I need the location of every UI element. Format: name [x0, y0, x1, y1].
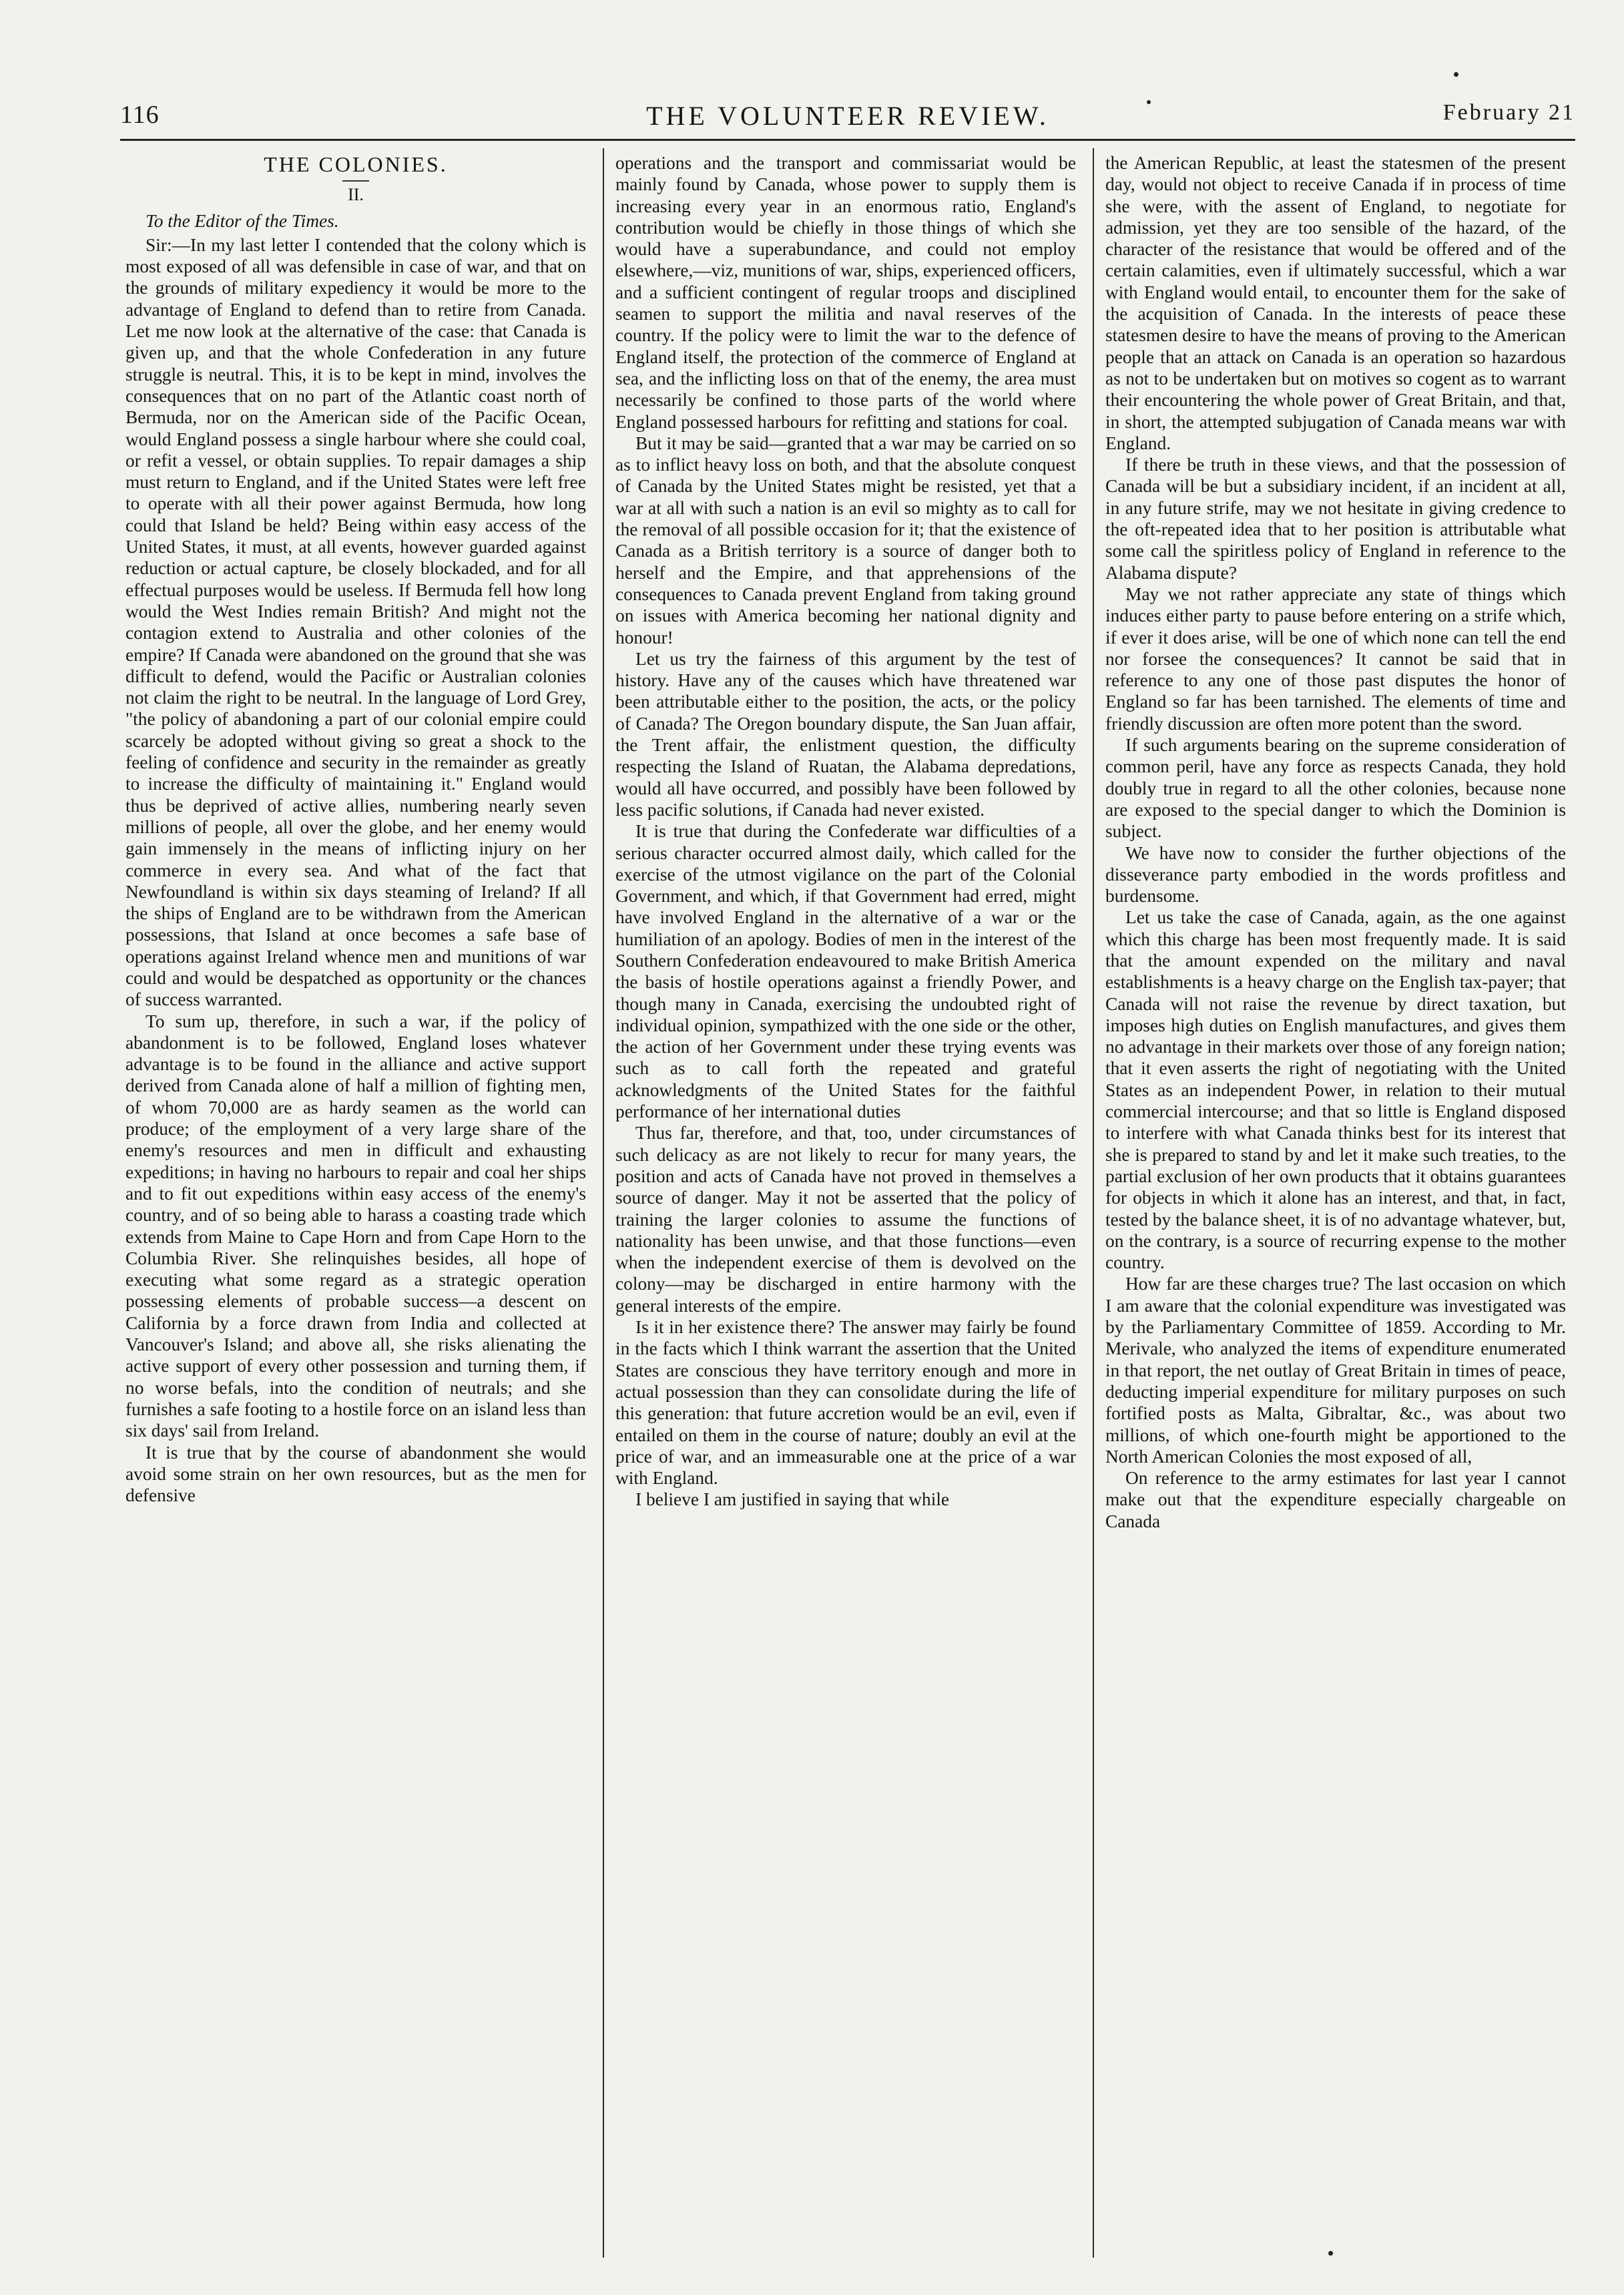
article-part-number: II.	[348, 185, 364, 205]
paragraph: I believe I am justified in saying that while	[635, 1489, 950, 1510]
paragraph: On reference to the army estimates for last year I cannot make out that the expenditure especially chargeable on Canada	[1105, 1468, 1566, 1531]
paragraph: It is true that by the course of abandonment she would avoid some strain on her own resources, but as the men for defensive	[125, 1442, 586, 1506]
paragraph: If there be truth in these views, and that the possession of Canada will be but a subsidiary incident, if an incident at all, in any future strife, may we not hesitate in giving credence to the oft-repeated idea that to her position is attributable what some call the spiritless policy of England in reference to the Alabama dispute?	[1105, 455, 1566, 583]
paragraph: How far are these charges true? The last occasion on which I am aware that the colonial expenditure was investigated was by the Parliamentary Committee of 1859. According to Mr. Merivale, who analyzed the items of expenditure enumerated in that report, the net outlay of Great Britain in times of peace, deducting imperial expenditure for military purposes on such fortified posts as Malta, Gibraltar, &c., was about two millions, of which one-fourth might be apportioned to the North American Colonies the most exposed of all,	[1105, 1274, 1566, 1467]
title-divider	[342, 180, 369, 182]
print-speck	[1147, 100, 1151, 104]
paragraph: To sum up, therefore, in such a war, if the policy of abandonment is to be followed, England loses whatever advantage is to be found in the alliance and active support derived from Canada alone of half a million of fighting men, of whom 70,000 are as hardy seamen as the world can produce; of the employment of a very large share of the enemy's resources and men in difficult and exhausting expeditions; in having no harbours to repair and coal her ships and to fit out expeditions within easy access of the enemy's country, and of so being able to harass a coasting trade which extends from Maine to Cape Horn and from Cape Horn to the Columbia River. She relinquishes besides, all hope of executing what some regard as a strategic operation possessing elements of probable success—a descent on California by a force drawn from India and collected at Vancouver's Island; and above all, she risks alienating the active support of every other possession and turning them, if no worse befals, into the condition of neutrals; and she furnishes a safe footing to a hostile force on an island less than six days' sail from Ireland.	[125, 1011, 586, 1441]
issue-date: February 21	[1442, 100, 1575, 125]
paragraph: operations and the transport and commissariat would be mainly found by Canada, whose power to supply them is increasing every year in an enormous ratio, England's contribution would be chiefly in those things of which she would have a superabundance, and could not employ elsewhere,—viz, munitions of war, ships, experienced officers, and a sufficient contingent of regular troops and disciplined seamen to support the militia and naval reserves of the country. If the policy were to limit the war to the defence of England itself, the protection of the commerce of England at sea, and the inflicting loss on that of the enemy, the area must necessarily be confined to those parts of the world where England possessed harbours for refitting and stations for coal.	[615, 153, 1076, 432]
header-rule	[120, 139, 1575, 141]
paragraph: Let us try the fairness of this argument by the test of history. Have any of the causes which have threatened war been attributable either to the position, the acts, or the policy of Canada? The Oregon boundary dispute, the San Juan affair, the Trent affair, the enlistment question, the difficulty respecting the Island of Ruatan, the Alabama depredations, would all have occurred, and possibly have been followed by less pacific solutions, if Canada had never existed.	[615, 648, 1076, 820]
print-speck	[1328, 2251, 1333, 2256]
article-title: THE COLONIES.	[264, 152, 448, 176]
column-divider	[603, 148, 604, 2258]
page-number: 116	[120, 101, 160, 129]
text-column-2	[615, 152, 1076, 2255]
column-divider	[1093, 148, 1094, 2258]
print-speck	[1454, 72, 1458, 77]
paragraph: Sir:—In my last letter I contended that the colony which is most exposed of all was defensible in case of war, and that on the grounds of military expediency it would be more to the advantage of England to defend than to retire from Canada. Let me now look at the alternative of the case: that Canada is given up, and that the whole Confederation in any future struggle is neutral. This, it is to be kept in mind, involves the consequences that on no part of the Atlantic coast north of Bermuda, nor on the American side of the Pacific Ocean, would England possess a single harbour where she could coal, or refit a vessel, or obtain supplies. To repair damages a ship must return to England, and if the United States were left free to operate with all their power against Bermuda, how long could that Island be held? Being within easy access of the United States, it must, at all events, however guarded against reduction or actual capture, be closely blockaded, and for all effectual purposes would be useless. If Bermuda fell how long would the West Indies remain British? And might not the contagion extend to Australia and other colonies of the empire? If Canada were abandoned on the ground that she was difficult to defend, would the Pacific or Australian colonies not claim the right to be neutral. In the language of Lord Grey, "the policy of abandoning a part of our colonial empire could scarcely be adopted without giving so great a shock to the feeling of confidence and security in the remainder as greatly to increase the difficulty of maintaining it." England would thus be deprived of active allies, numbering nearly seven millions of people, all over the globe, and her enemy would gain immensely in the means of inflicting injury on her commerce in every sea. And what of the fact that Newfoundland is within six days steaming of Ireland? If all the ships of England are to be withdrawn from the American possessions, that Island at once becomes a safe base of operations against Ireland whence men and munitions of war could and would be despatched as opportunity or the chances of success warranted.	[125, 234, 586, 1010]
text-column-3	[1105, 152, 1566, 2255]
paragraph: But it may be said—granted that a war may be carried on so as to inflict heavy loss on both, and that the absolute conquest of Canada by the United States might be resisted, yet that a war at all with such a nation is an evil so mighty as to call for the removal of all possible occasion for it; that the existence of Canada as a British territory is a source of danger both to herself and the Empire, and that apprehensions of the consequences to Canada prevent England from taking ground on issues with America becoming her national dignity and honour!	[615, 433, 1076, 648]
page-header	[120, 100, 1575, 140]
salutation: To the Editor of the Times.	[146, 210, 339, 231]
newspaper-title: THE VOLUNTEER REVIEW.	[646, 101, 1049, 131]
text-column-1	[125, 152, 586, 2255]
paragraph: If such arguments bearing on the supreme consideration of common peril, have any force as respects Canada, they hold doubly true in regard to all the other colonies, because none are exposed to the special danger to which the Dominion is subject.	[1105, 735, 1566, 842]
paragraph: Is it in her existence there? The answer may fairly be found in the facts which I think warrant the assertion that the United States are conscious they have territory enough and more in actual possession than they can consolidate during the life of this generation: that future accretion would be an evil, even if entailed on them in the course of nature; doubly an evil at the price of war, and an immeasurable one at the price of a war with England.	[615, 1317, 1076, 1489]
paragraph: May we not rather appreciate any state of things which induces either party to pause before entering on a strife which, if ever it does arise, will be one of which none can tell the end nor forsee the consequences? It cannot be said that in reference to any one of those past disputes the honor of England so far has been tarnished. The elements of time and friendly discussion are often more potent than the sword.	[1105, 583, 1566, 734]
paragraph: We have now to consider the further objections of the disseverance party embodied in the words profitless and burdensome.	[1105, 842, 1566, 907]
paragraph: the American Republic, at least the statesmen of the present day, would not object to receive Canada if in process of time she were, with the assent of England, to negotiate for admission, yet they are too sensible of the hazard, of the character of the resistance that would be offered and of the certain calamities, even if ultimately successful, which a war with England would entail, to encounter them for the sake of the acquisition of Canada. In the interests of peace these statesmen desire to have the means of proving to the American people that an attack on Canada is an operation so hazardous as not to be undertaken but on motives so cogent as to warrant their encountering the whole power of Great Britain, and that, in short, the attempted subjugation of Canada means war with England.	[1105, 153, 1566, 453]
paragraph: It is true that during the Confederate war difficulties of a serious character occurred almost daily, which called for the exercise of the utmost vigilance on the part of the Colonial Government, and which, if that Government had erred, might have involved England in the alternative of a war or the humiliation of an apology. Bodies of men in the interest of the Southern Confederation endeavoured to make British America the basis of hostile operations against a friendly Power, and though many in Canada, exercising the undoubted right of individual opinion, sympathized with the one side or the other, the action of her Government under these trying events was such as to call forth the repeated and grateful acknowledgments of the United States for the faithful performance of her international duties	[615, 821, 1076, 1122]
paragraph: Thus far, therefore, and that, too, under circumstances of such delicacy as are not likely to recur for many years, the position and acts of Canada have not proved in themselves a source of danger. May it not be asserted that the policy of training the larger colonies to assume the functions of nationality has been unwise, and that those functions—even when the independent exercise of them is devolved on the colony—may be discharged in entire harmony with the general interests of the empire.	[615, 1123, 1076, 1316]
paragraph: Let us take the case of Canada, again, as the one against which this charge has been most frequently made. It is said that the amount expended on the military and naval establishments is a heavy charge on the English tax-payer; that Canada will not raise the revenue by direct taxation, but imposes high duties on English manufactures, and gives them no advantage in their markets over those of any foreign nation; that it even asserts the right of negotiating with the United States as an independent Power, in relation to their mutual commercial intercourse; and that so little is England disposed to interfere with what Canada thinks best for its interest that she is prepared to stand by and let it make such treaties, to the partial exclusion of her own products that it obtains guarantees for objects in which it alone has an interest, and that, in fact, tested by the balance sheet, it is of no advantage whatever, but, on the contrary, is a source of recurring expense to the mother country.	[1105, 907, 1566, 1273]
